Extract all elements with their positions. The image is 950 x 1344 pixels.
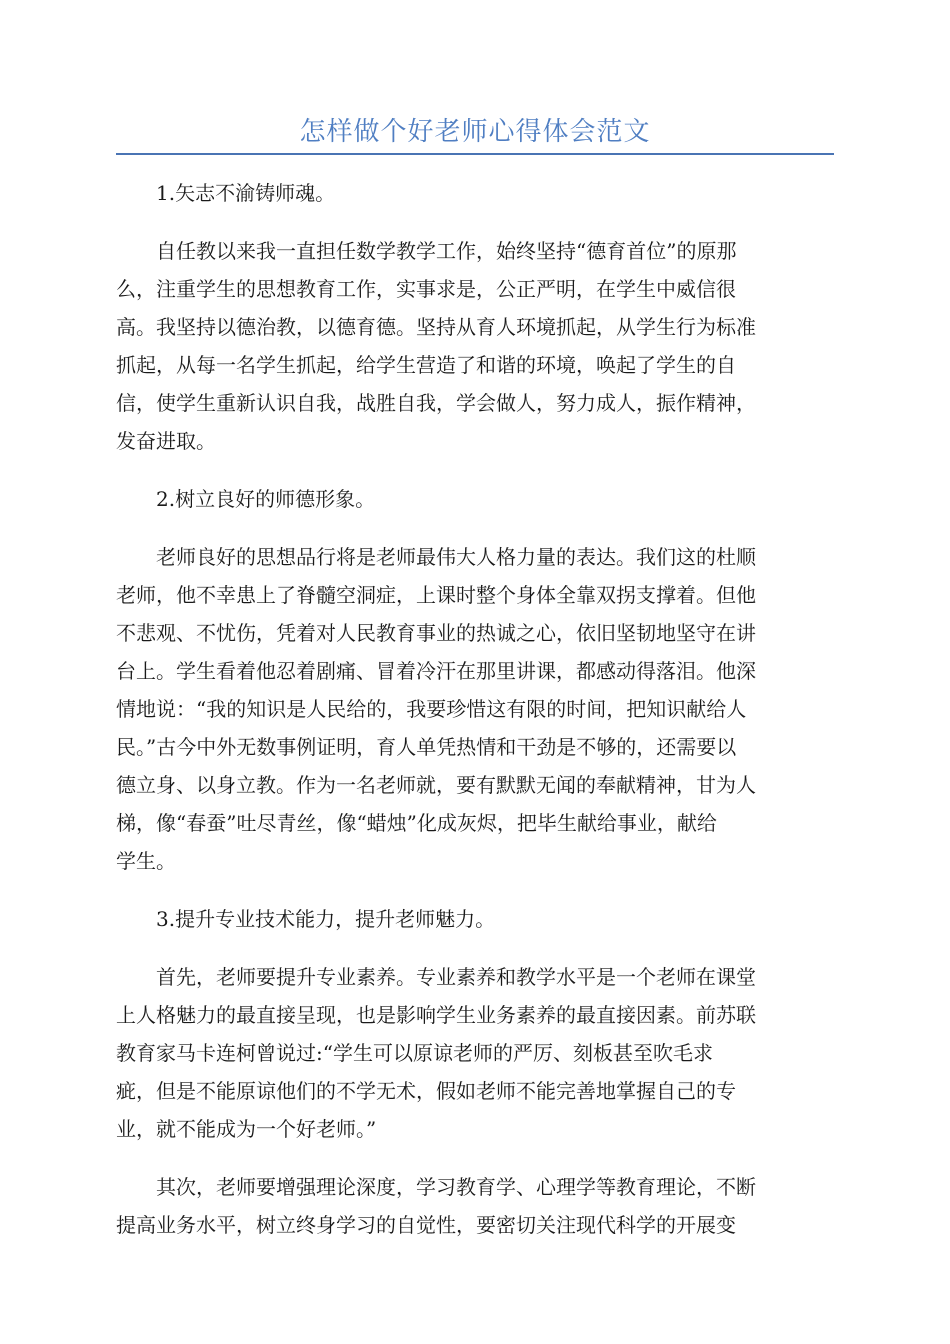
section-heading-1: 1.矢志不渝铸师魂。 bbox=[156, 181, 336, 205]
section-1-paragraph-1: 自任教以来我一直担任数学教学工作，始终坚持“德育首位”的原那 么，注重学生的思想教育工作，实事求是，公正严明，在学生中威信很 高。我坚持以德治教，以德育德。坚持从育人环境抓起，从学生行为标准 抓起，从每一名学生抓起，给学生营造了和谐的环境，唤起了学生的自 信，使学生重新认识自我，战胜自我，学会做人，努力成人，振作精神， 发奋进取。 bbox=[116, 239, 756, 453]
document-body bbox=[116, 174, 834, 1264]
section-heading-3: 3.提升专业技术能力，提升老师魅力。 bbox=[156, 907, 496, 931]
section-2-paragraph-1: 老师良好的思想品行将是老师最伟大人格力量的表达。我们这的杜顺 老师，他不幸患上了脊髓空洞症，上课时整个身体全靠双拐支撑着。但他 不悲观、不忧伤，凭着对人民教育事业的热诚之心，依旧坚韧地坚守在讲 台上。学生看着他忍着剧痛、冒着冷汗在那里讲课，都感动得落泪。他深 情地说：“我的知识是人民给的，我要珍惜这有限的时间，把知识献给人 民。”古今中外无数事例证明，育人单凭热情和干劲是不够的，还需要以 德立身、以身立教。作为一名老师就，要有默默无闻的奉献精神，甘为人 梯，像“春蚕”吐尽青丝，像“蜡烛”化成灰烬，把毕生献给事业，献给 学生。 bbox=[116, 545, 756, 873]
title-underline bbox=[116, 153, 834, 155]
section-3-paragraph-1: 首先，老师要提升专业素养。专业素养和教学水平是一个老师在课堂 上人格魅力的最直接呈现，也是影响学生业务素养的最直接因素。前苏联 教育家马卡连柯曾说过:“学生可以原谅老师的严厉、刻板甚至吹毛求 疵，但是不能原谅他们的不学无术，假如老师不能完善地掌握自己的专 业，就不能成为一个好老师。” bbox=[116, 965, 756, 1141]
section-heading-2: 2.树立良好的师德形象。 bbox=[156, 487, 376, 511]
document-title: 怎样做个好老师心得体会范文 bbox=[299, 117, 651, 147]
section-3-paragraph-2: 其次，老师要增强理论深度，学习教育学、心理学等教育理论，不断 提高业务水平，树立终身学习的自觉性，要密切关注现代科学的开展变 bbox=[116, 1175, 756, 1237]
